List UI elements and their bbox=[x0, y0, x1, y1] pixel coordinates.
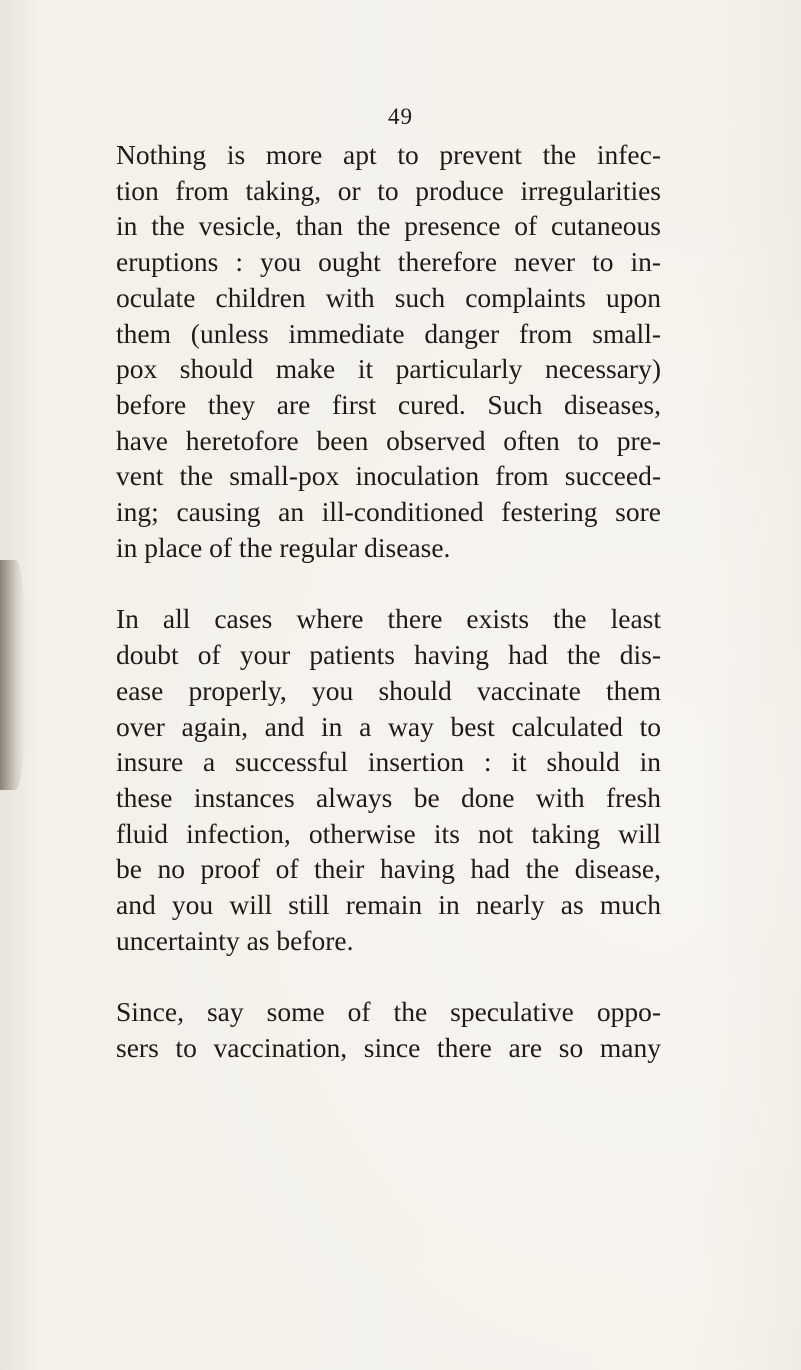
text-line: uncertainty as before. bbox=[116, 924, 354, 956]
text-line: these instances always be done with fresh bbox=[116, 781, 661, 813]
text-line: in the vesicle, than the presence of cutaneous bbox=[116, 210, 661, 242]
text-line: oculate children with such complaints upon bbox=[116, 281, 661, 313]
text-line: Since, say some of the speculative oppo- bbox=[116, 996, 661, 1028]
page-number: 49 bbox=[388, 104, 413, 129]
text-line: be no proof of their having had the disease, bbox=[116, 853, 661, 885]
text-line: and you will still remain in nearly as much bbox=[116, 889, 661, 921]
text-line: doubt of your patients having had the dis- bbox=[116, 639, 661, 671]
binding-shadow bbox=[0, 560, 26, 790]
text-line: ing; causing an ill-conditioned festering sore bbox=[116, 496, 661, 528]
text-line: in place of the regular disease. bbox=[116, 531, 451, 563]
text-line: sers to vaccination, since there are so many bbox=[116, 1032, 661, 1064]
text-line: tion from taking, or to produce irregularities bbox=[116, 174, 661, 206]
text-line: have heretofore been observed often to pre- bbox=[116, 424, 661, 456]
paragraph-3 bbox=[116, 994, 661, 1065]
paragraph-1 bbox=[116, 137, 661, 565]
text-line: them (unless immediate danger from small- bbox=[116, 317, 661, 349]
text-line: fluid infection, otherwise its not taking will bbox=[116, 817, 661, 849]
text-line: over again, and in a way best calculated to bbox=[116, 710, 661, 742]
text-line: pox should make it particularly necessary) bbox=[116, 353, 661, 385]
text-line: eruptions : you ought therefore never to in- bbox=[116, 246, 661, 278]
text-line: In all cases where there exists the least bbox=[116, 603, 661, 635]
text-line: before they are first cured. Such diseases, bbox=[116, 388, 661, 420]
text-line: ease properly, you should vaccinate them bbox=[116, 674, 661, 706]
text-line: insure a successful insertion : it should in bbox=[116, 746, 661, 778]
body-text bbox=[116, 137, 661, 1066]
text-line: Nothing is more apt to prevent the infec- bbox=[116, 139, 661, 170]
text-line: vent the small-pox inoculation from succeed- bbox=[116, 460, 661, 492]
paragraph-2 bbox=[116, 601, 661, 958]
